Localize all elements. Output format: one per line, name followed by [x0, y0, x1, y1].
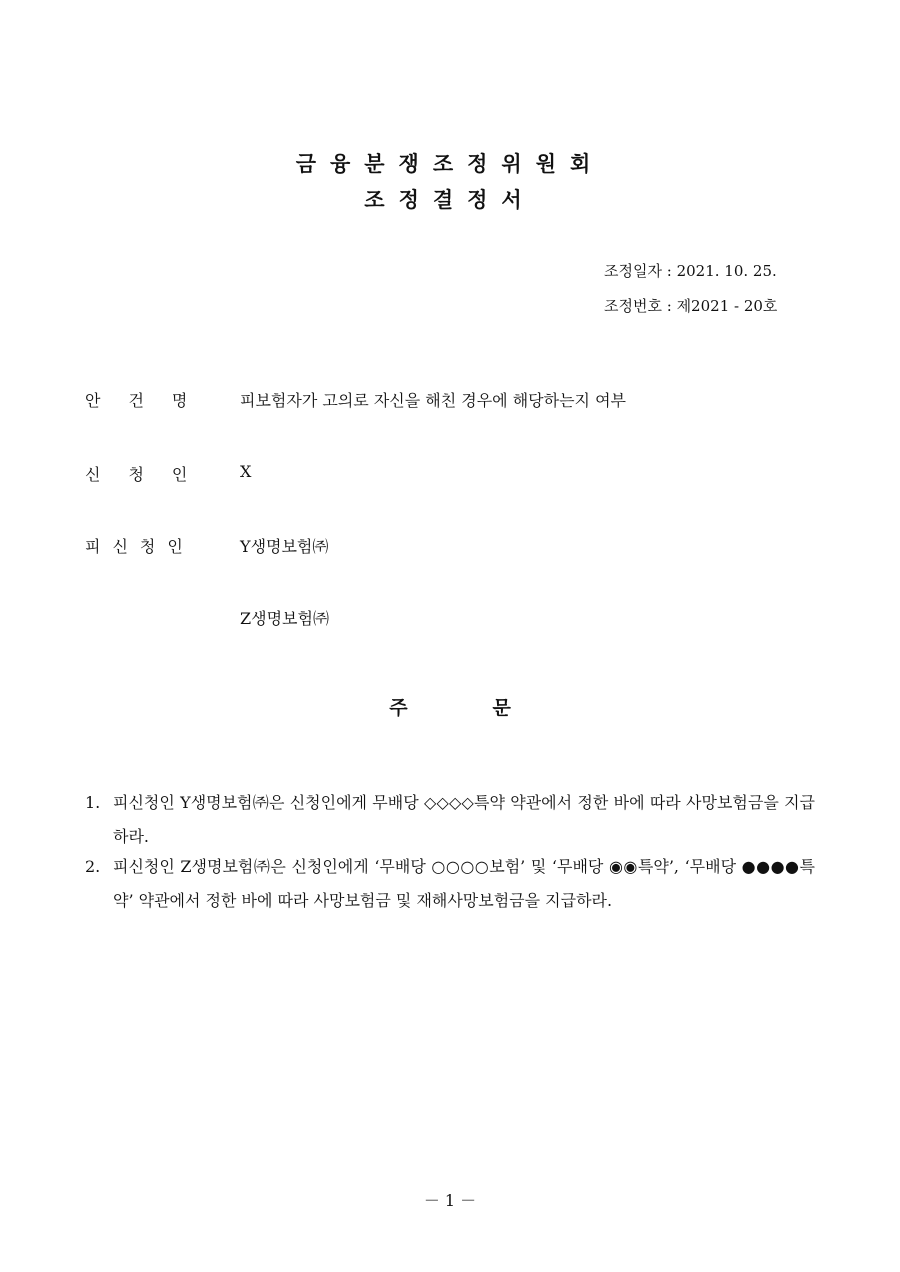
page-number: － 1 － [423, 1191, 477, 1210]
mediation-date-label: 조정일자 [604, 262, 662, 280]
order-clause-text: 피신청인 Y생명보험㈜은 신청인에게 무배당 ◇◇◇◇특약 약관에서 정한 바에 따라 사망보험금을 지급하라. [113, 793, 815, 846]
organization-title: 금융분쟁조정위원회 [295, 151, 605, 176]
applicant-label: 신청인 [85, 465, 216, 484]
order-title-char-2: 문 [492, 697, 511, 719]
mediation-number [604, 295, 777, 316]
mediation-date-value: : 2021. 10. 25. [666, 262, 777, 280]
order-clause-text: 피신청인 Z생명보험㈜은 신청인에게 ‘무배당 ○○○○보험’ 및 ‘무배당 ◉◉특약’, ‘무배당 ●●●●특약’ 약관에서 정한 바에 따라 사망보험금 및 재해사망보험금을 지급하라. [113, 857, 815, 910]
order-clause-number: 1. [85, 793, 101, 812]
case-value: 피보험자가 고의로 자신을 해친 경우에 해당하는지 여부 [240, 391, 627, 410]
respondent-value-1: Y생명보험㈜ [240, 537, 329, 556]
mediation-number-label: 조정번호 [604, 297, 662, 315]
order-clause-number: 2. [85, 857, 101, 876]
respondent-value-2: Z생명보험㈜ [240, 609, 329, 628]
mediation-number-value: : 제2021 - 20호 [666, 297, 778, 315]
mediation-date [604, 260, 777, 281]
order-section-title [0, 693, 900, 720]
order-clause-2 [85, 850, 815, 918]
case-label: 안건명 [85, 391, 216, 410]
respondent-label: 피신청인 [85, 537, 195, 556]
applicant-value: X [240, 462, 252, 481]
document-title: 조정결정서 [364, 187, 536, 212]
order-clause-1 [85, 786, 815, 854]
order-title-char-1: 주 [389, 697, 408, 719]
